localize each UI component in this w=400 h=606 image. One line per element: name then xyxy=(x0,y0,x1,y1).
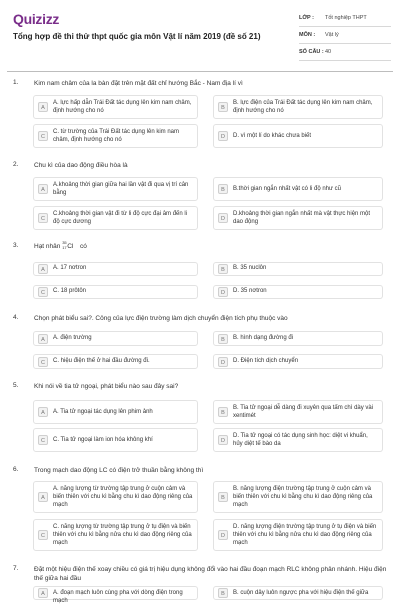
option-text: B. 35 nuclôn xyxy=(233,265,267,271)
option-c[interactable] xyxy=(33,285,198,299)
option-text: B. năng lượng điện trường tập trung ở cuộn cảm và biến thiên với chu kì bằng chu kì dao động riêng của mạch xyxy=(233,486,373,508)
quizizz-logo: Quizizz xyxy=(13,11,60,27)
option-d[interactable] xyxy=(213,206,383,230)
option-c[interactable] xyxy=(33,354,198,369)
option-letter: C xyxy=(38,131,48,141)
option-d[interactable] xyxy=(213,285,383,299)
option-letter: C xyxy=(38,357,48,367)
option-letter: B xyxy=(218,264,228,274)
option-letter: C xyxy=(38,530,48,540)
option-letter: A xyxy=(38,588,48,598)
option-a[interactable] xyxy=(33,481,198,513)
info-value: Vật lý xyxy=(325,32,339,38)
worksheet-title: Tổng hợp đề thi thử thpt quốc gia môn Vật lí năm 2019 (đề số 21) xyxy=(13,32,261,41)
option-b[interactable] xyxy=(213,331,383,346)
option-text: A. năng lượng từ trường tập trung ở cuộn cảm và biến thiên với chu kì bằng chu kì dao động riêng của mạch xyxy=(53,486,193,508)
question-text: Hạt nhân 35 17 Cl có xyxy=(34,240,87,250)
question-number: 5. xyxy=(13,382,19,389)
option-letter: D xyxy=(218,530,228,540)
option-a[interactable] xyxy=(33,262,198,276)
option-text: D. 35 nơtron xyxy=(233,288,267,294)
header-divider xyxy=(7,71,393,72)
option-text: A. lực hấp dẫn Trái Đất tác dụng lên kim nam châm, định hướng cho nó xyxy=(53,100,192,114)
option-a[interactable] xyxy=(33,400,198,424)
option-letter: B xyxy=(218,334,228,344)
option-letter: B xyxy=(218,588,228,598)
option-c[interactable] xyxy=(33,428,198,452)
option-b[interactable] xyxy=(213,400,383,424)
option-b[interactable] xyxy=(213,481,383,513)
option-text: B.thời gian ngắn nhất vật có li độ như cũ xyxy=(233,186,342,192)
option-letter: D xyxy=(218,435,228,445)
option-letter: B xyxy=(218,407,228,417)
option-text: C. năng lượng từ trường tập trung ở tụ điện và biến thiên với chu kì bằng nửa chu kì dao động riêng của mạch xyxy=(53,524,192,546)
option-a[interactable] xyxy=(33,331,198,346)
option-letter: A xyxy=(38,334,48,344)
option-text: C. hiệu điện thế ở hai đầu đường đi. xyxy=(53,358,150,364)
option-d[interactable] xyxy=(213,124,383,148)
info-row-class xyxy=(299,10,391,27)
option-text: C. từ trường của Trái Đất tác dụng lên kim nam châm, định hướng cho nó xyxy=(53,129,180,143)
option-b[interactable] xyxy=(213,586,383,600)
option-letter: D xyxy=(218,213,228,223)
nuclide-symbol: 35 17 Cl xyxy=(62,240,74,250)
info-row-question-count xyxy=(299,44,391,61)
option-b[interactable] xyxy=(213,262,383,276)
option-d[interactable] xyxy=(213,519,383,551)
option-letter: A xyxy=(38,184,48,194)
question-text: Khi nói về tia tử ngoại, phát biểu nào sau đây sai? xyxy=(34,383,179,390)
option-text: A. đoạn mạch luôn cùng pha với dòng điện trong mạch xyxy=(53,590,183,604)
worksheet-header xyxy=(0,0,400,64)
info-row-subject xyxy=(299,27,391,44)
option-c[interactable] xyxy=(33,206,198,230)
option-letter: C xyxy=(38,287,48,297)
option-letter: D xyxy=(218,287,228,297)
info-value: Tốt nghiệp THPT xyxy=(325,15,367,21)
info-label: SỐ CÂU : xyxy=(299,49,324,55)
option-text: C. Tia tử ngoại làm ion hóa không khí xyxy=(53,437,153,443)
option-c[interactable] xyxy=(33,519,198,551)
option-text: D.khoảng thời gian ngắn nhất mà vật thực hiện một dao động xyxy=(233,211,371,225)
question-number: 6. xyxy=(13,466,19,473)
option-text: D. năng lượng điện trường tập trung ở tụ điện và biến thiên với chu kì bằng nửa chu kì dao động riêng của mạch xyxy=(233,524,377,546)
option-b[interactable] xyxy=(213,177,383,201)
option-a[interactable] xyxy=(33,177,198,201)
option-text: B. lực điện của Trái Đất tác dụng lên kim nam châm, định hướng cho nó xyxy=(233,100,373,114)
option-letter: B xyxy=(218,184,228,194)
info-value: 40 xyxy=(325,49,332,55)
option-text: C.khoảng thời gian vật đi từ li độ cực đại âm đến li độ cực dương xyxy=(53,211,188,225)
question-text: Đặt một hiệu điện thế xoay chiều có giá trị hiệu dụng không đổi vào hai đầu đoạn mạch RLC không phân nhánh. Hiệu điện thế giữa hai đầu xyxy=(34,566,387,582)
option-letter: A xyxy=(38,264,48,274)
option-letter: A xyxy=(38,407,48,417)
option-text: B. hình dạng đường đi xyxy=(233,335,293,341)
question-text: Kim nam châm của la bàn đặt trên mặt đất chỉ hướng Bắc - Nam địa lí vì xyxy=(34,80,243,87)
option-d[interactable] xyxy=(213,428,383,452)
option-letter: C xyxy=(38,435,48,445)
option-text: D. Tia tử ngoại có tác dụng sinh học: diệt vi khuẩn, hủy diệt tế bào da xyxy=(233,433,368,447)
option-text: A. điện trường xyxy=(53,335,92,341)
worksheet-info-table xyxy=(299,10,391,61)
question-number: 2. xyxy=(13,161,19,168)
question-number: 3. xyxy=(13,242,19,249)
option-text: B. cuộn dây luôn ngược pha với hiệu điện thế giữa xyxy=(233,590,369,596)
question-number: 1. xyxy=(13,79,19,86)
option-a[interactable] xyxy=(33,95,198,119)
option-c[interactable] xyxy=(33,124,198,148)
question-number: 7. xyxy=(13,565,19,572)
option-letter: D xyxy=(218,131,228,141)
option-text: D. Điện tích dịch chuyển xyxy=(233,358,299,364)
option-b[interactable] xyxy=(213,95,383,119)
option-letter: B xyxy=(218,492,228,502)
option-text: B. Tia tử ngoại dễ dàng đi xuyên qua tấm chì dày vài xentimét xyxy=(233,405,374,419)
info-label: LỚP : xyxy=(299,15,314,21)
option-text: D. vì một lí do khác chưa biết xyxy=(233,133,312,139)
option-letter: D xyxy=(218,357,228,367)
option-text: A. Tia tử ngoại tác dụng lên phim ảnh xyxy=(53,409,153,415)
question-text: Chọn phát biểu sai?. Công của lực điện trường làm dịch chuyển điện tích phụ thuộc vào xyxy=(34,315,288,322)
option-letter: B xyxy=(218,102,228,112)
info-label: MÔN : xyxy=(299,32,316,38)
question-text: Trong mạch dao động LC có điện trở thuần bằng không thì xyxy=(34,467,204,474)
question-text: Chu kì của dao động điều hòa là xyxy=(34,162,128,169)
option-text: A. 17 nơtron xyxy=(53,265,87,271)
option-letter: A xyxy=(38,102,48,112)
question-number: 4. xyxy=(13,314,19,321)
option-text: A.khoảng thời gian giữa hai lần vật đi qua vị trí cân bằng xyxy=(53,182,189,196)
option-d[interactable] xyxy=(213,354,383,369)
option-text: C. 18 prôtôn xyxy=(53,288,87,294)
option-letter: A xyxy=(38,492,48,502)
option-a[interactable] xyxy=(33,586,198,604)
option-letter: C xyxy=(38,213,48,223)
